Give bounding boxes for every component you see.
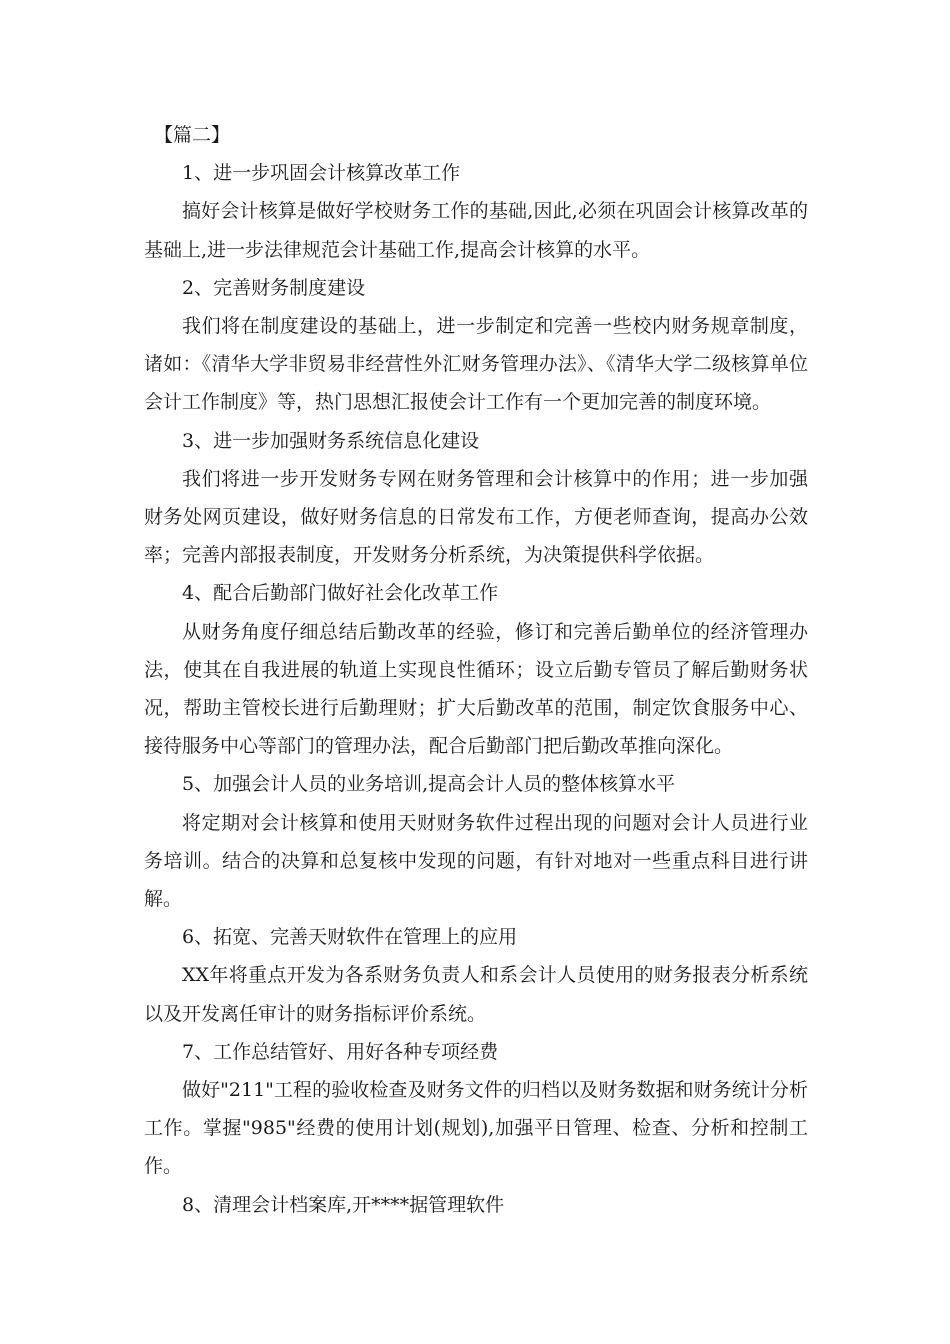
heading-8: 8、清理会计档案库,开****据管理软件	[182, 1193, 505, 1216]
heading-6: 6、拓宽、完善天财软件在管理上的应用	[182, 926, 518, 949]
paragraph-7: 做好"211"工程的验收检查及财务文件的归档以及财务数据和财务统计分析工作。掌握"985"经费的使用计划(规划),加强平日管理、检查、分析和控制工作。	[144, 1079, 808, 1178]
paragraph-3: 我们将进一步开发财务专网在财务管理和会计核算中的作用；进一步加强财务处网页建设，做好财务信息的日常发布工作，方便老师查询，提高办公效率；完善内部报表制度，开发财务分析系统，为决策提供科学依据。	[144, 467, 808, 567]
paragraph-1: 搞好会计核算是做好学校财务工作的基础,因此,必须在巩固会计核算改革的基础上,进一步法律规范会计基础工作,提高会计核算的水平。	[144, 200, 808, 261]
paragraph-6: XX年将重点开发为各系财务负责人和系会计人员使用的财务报表分析系统以及开发离任审计的财务指标评价系统。	[144, 964, 808, 1025]
heading-2: 2、完善财务制度建设	[182, 276, 366, 299]
section-label: 【篇二】	[154, 124, 231, 146]
heading-3: 3、进一步加强财务系统信息化建设	[182, 429, 480, 452]
paragraph-5: 将定期对会计核算和使用天财财务软件过程出现的问题对会计人员进行业务培训。结合的决算和总复核中发现的问题，有针对地对一些重点科目进行讲解。	[144, 811, 808, 911]
paragraph-2: 我们将在制度建设的基础上，进一步制定和完善一些校内财务规章制度，诸如：《清华大学非贸易非经营性外汇财务管理办法》、《清华大学二级核算单位会计工作制度》等，热门思想汇报使会计工作有一个更加完善的制度环境。	[144, 315, 808, 414]
heading-1: 1、进一步巩固会计核算改革工作	[182, 162, 461, 185]
paragraph-4: 从财务角度仔细总结后勤改革的经验，修订和完善后勤单位的经济管理办法，使其在自我进展的轨道上实现良性循环；设立后勤专管员了解后勤财务状况，帮助主管校长进行后勤理财；扩大后勤改革的范围，制定饮食服务中心、接待服务中心等部门的管理办法，配合后勤部门把后勤改革推向深化。	[144, 620, 808, 758]
heading-7: 7、工作总结管好、用好各种专项经费	[182, 1040, 499, 1063]
heading-4: 4、配合后勤部门做好社会化改革工作	[182, 582, 499, 605]
document-body	[144, 116, 808, 1224]
heading-5: 5、加强会计人员的业务培训,提高会计人员的整体核算水平	[182, 773, 676, 796]
